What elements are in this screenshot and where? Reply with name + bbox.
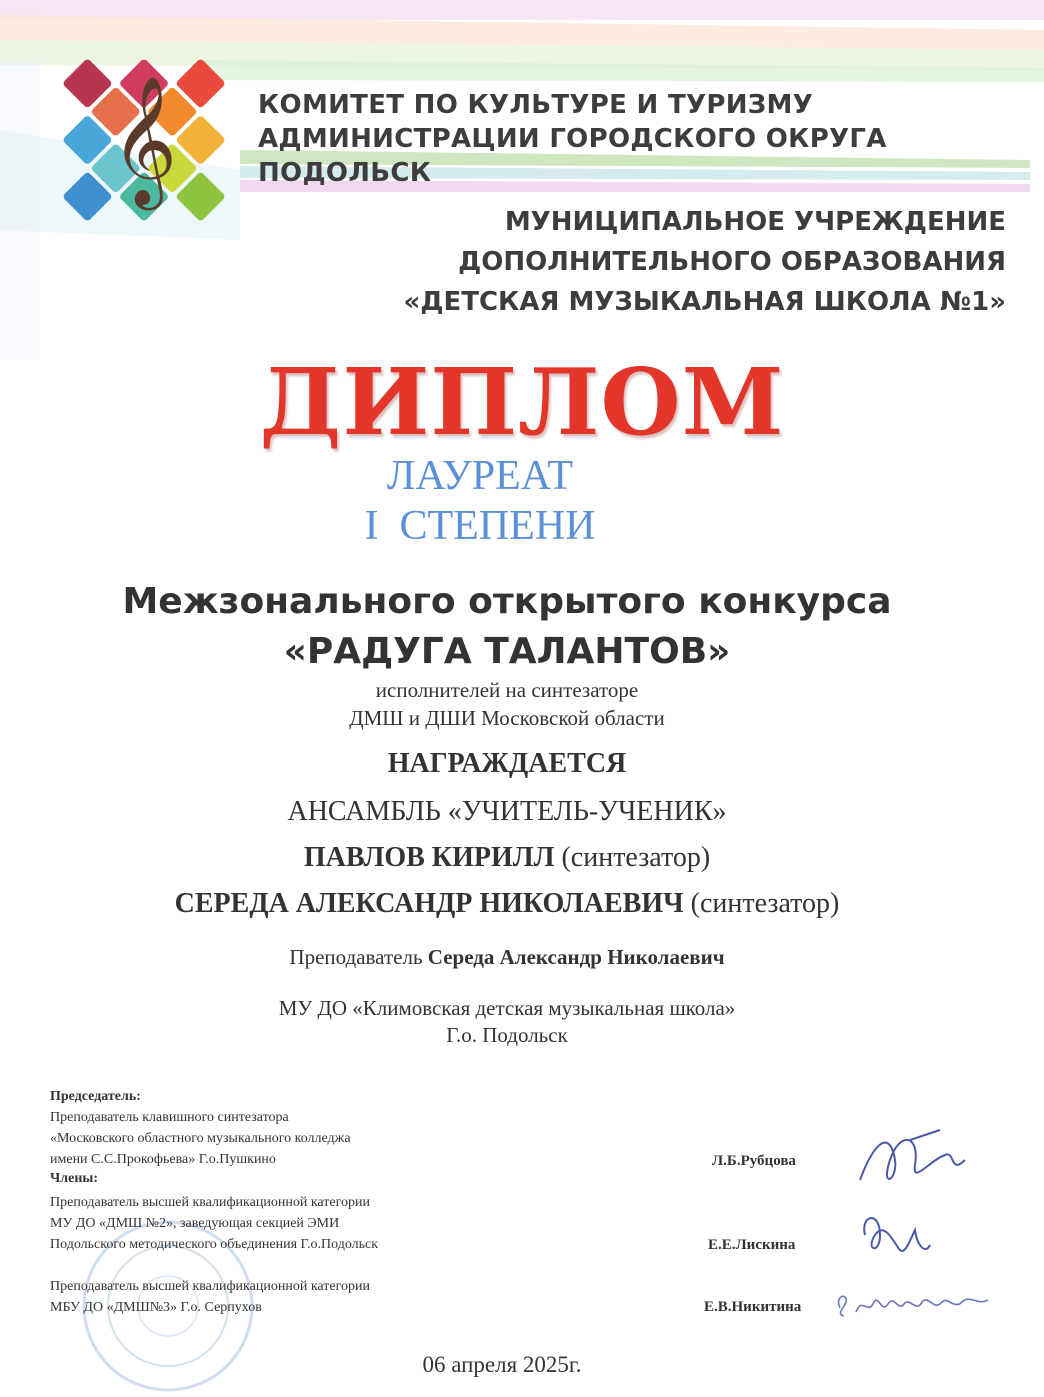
- institution-line-3: «ДЕТСКАЯ МУЗЫКАЛЬНАЯ ШКОЛА №1»: [403, 287, 1006, 317]
- signature-name-member-1: Е.Е.Лискина: [708, 1237, 796, 1253]
- awardee-2: [0, 888, 1014, 920]
- institution-name: [404, 202, 1006, 322]
- jury-member1-line-1: Преподаватель высшей квалификационной категории: [50, 1195, 370, 1210]
- awardee-2-role: (синтезатор): [690, 888, 840, 919]
- awarded-label: НАГРАЖДАЕТСЯ: [387, 748, 627, 779]
- diploma-title: ДИПЛОМ: [259, 348, 785, 456]
- jury-member2-line-2: МБУ ДО «ДМШ№3» Г.о. Серпухов: [50, 1300, 262, 1315]
- contest-name: «РАДУГА ТАЛАНТОВ»: [283, 631, 731, 672]
- jury-chair-line-2: «Московского областного музыкального колледжа: [50, 1131, 351, 1146]
- organization-name: [258, 88, 1044, 190]
- contest-subtitle-2: ДМШ и ДШИ Московской области: [349, 706, 665, 730]
- signature-name-chair: Л.Б.Рубцова: [712, 1153, 796, 1169]
- jury-list: [50, 1086, 378, 1318]
- institution-line-1: МУНИЦИПАЛЬНОЕ УЧРЕЖДЕНИЕ: [504, 207, 1006, 237]
- treble-clef-icon: [111, 75, 177, 211]
- jury-chair-line-3: имени С.С.Прокофьева» Г.о.Пушкино: [50, 1152, 276, 1167]
- awardee-1-role: (синтезатор): [561, 842, 711, 873]
- signature-name-member-2: Е.В.Никитина: [704, 1299, 802, 1315]
- awardee-2-name: СЕРЕДА АЛЕКСАНДР НИКОЛАЕВИЧ: [174, 888, 684, 919]
- organization-line-2: АДМИНИСТРАЦИИ ГОРОДСКОГО ОКРУГА ПОДОЛЬСК: [258, 124, 887, 188]
- jury-member1-line-3: Подольского методического объединения Г.о.Подольск: [50, 1237, 379, 1252]
- jury-member1-line-2: МУ ДО «ДМШ №2», заведующая секцией ЭМИ: [50, 1216, 340, 1231]
- jury-members-label: Члены:: [50, 1171, 99, 1186]
- contest-title: Межзонального открытого конкурса: [122, 581, 892, 622]
- teacher-line: [0, 945, 1014, 970]
- jury-chair-line-1: Преподаватель клавишного синтезатора: [50, 1110, 289, 1125]
- teacher-name: Середа Александр Николаевич: [427, 945, 725, 969]
- awardee-1: [0, 842, 1014, 874]
- jury-chair-label: Председатель:: [50, 1089, 141, 1104]
- institution-line-2: ДОПОЛНИТЕЛЬНОГО ОБРАЗОВАНИЯ: [458, 247, 1006, 277]
- signature-member-1: [855, 1205, 935, 1265]
- laureate-label: ЛАУРЕАТ: [386, 453, 574, 499]
- degree-label: I СТЕПЕНИ: [364, 503, 596, 549]
- school-logo: [42, 40, 246, 240]
- ensemble-name: АНСАМБЛЬ «УЧИТЕЛЬ-УЧЕНИК»: [287, 796, 727, 827]
- signature-chair: [850, 1120, 980, 1200]
- awardee-1-name: ПАВЛОВ КИРИЛЛ: [303, 842, 555, 873]
- teacher-label: Преподаватель: [289, 945, 423, 969]
- jury-member2-line-1: Преподаватель высшей квалификационной категории: [50, 1279, 370, 1294]
- school-line-1: МУ ДО «Климовская детская музыкальная школа»: [278, 996, 736, 1020]
- svg-text:𝄞: 𝄞: [110, 75, 178, 205]
- signature-member-2: [832, 1288, 1002, 1324]
- issue-date: 06 апреля 2025г.: [422, 1352, 582, 1377]
- contest-subtitle-1: исполнителей на синтезаторе: [375, 678, 639, 702]
- organization-line-1: КОМИТЕТ ПО КУЛЬТУРЕ И ТУРИЗМУ: [258, 90, 814, 120]
- school-line-2: Г.о. Подольск: [446, 1023, 568, 1047]
